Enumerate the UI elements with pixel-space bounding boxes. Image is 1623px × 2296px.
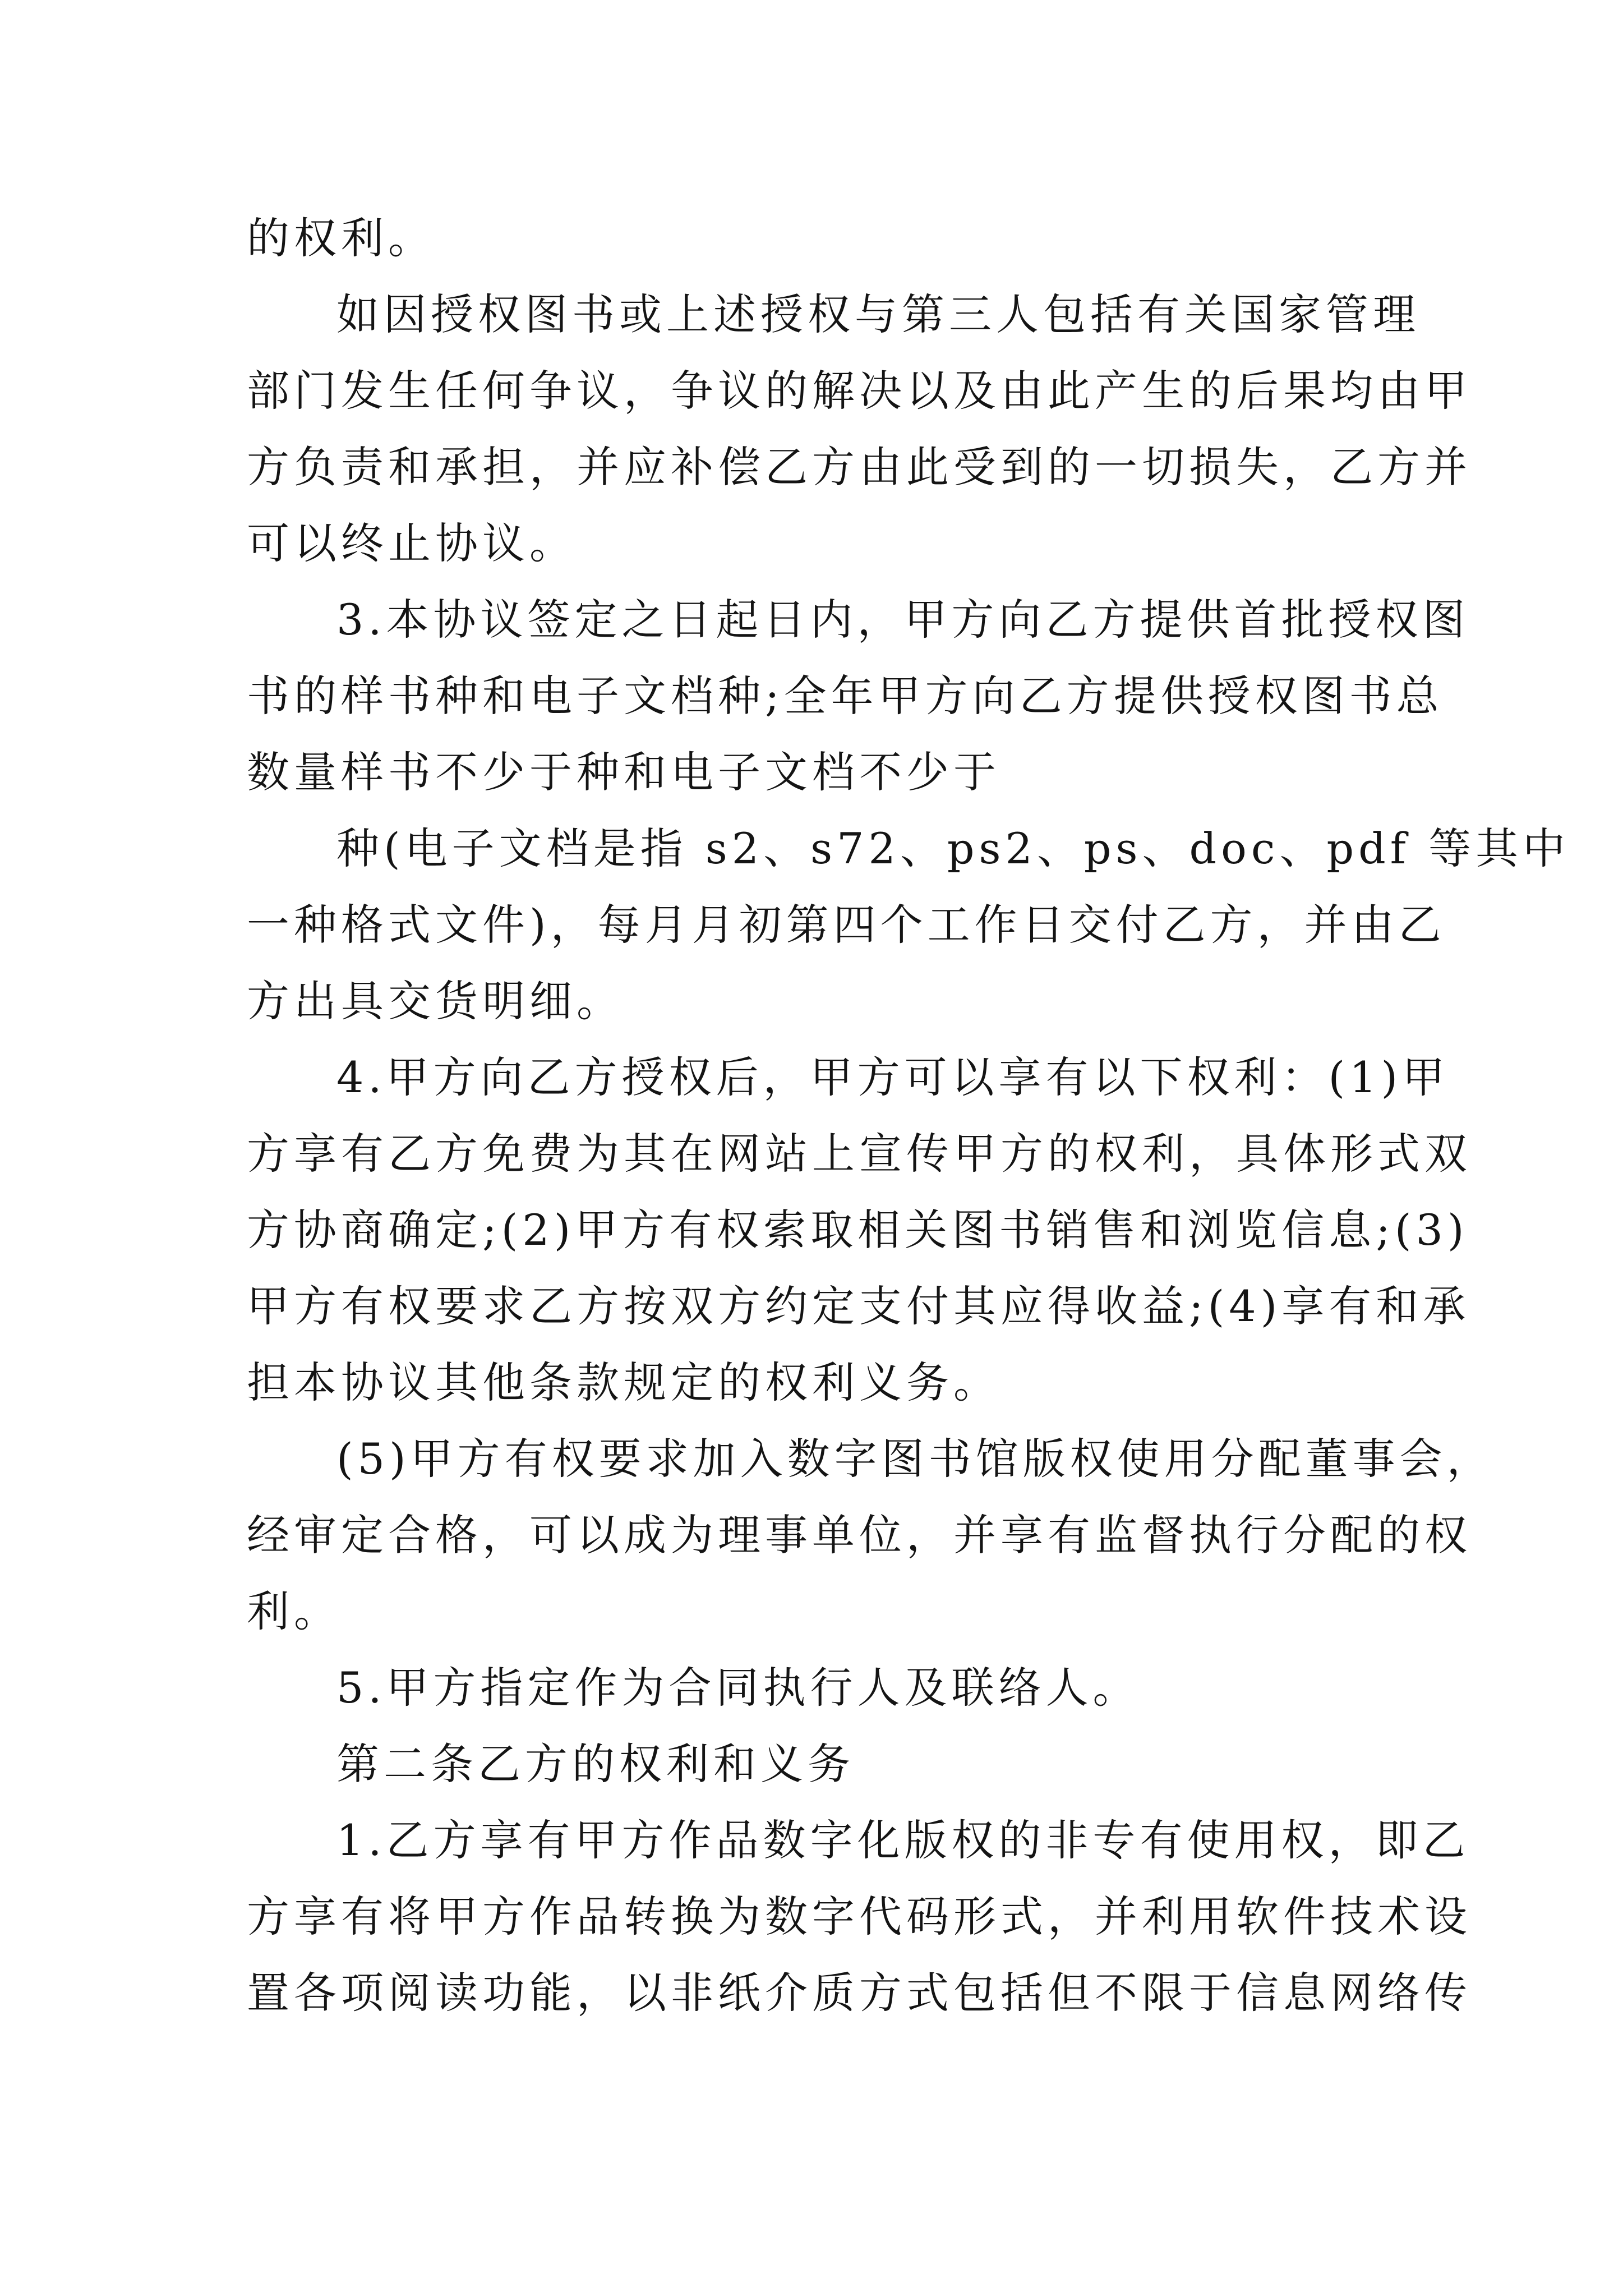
text-line-14: 方协商确定;(2)甲方有权索取相关图书销售和浏览信息;(3) xyxy=(247,1205,1469,1255)
text-line-3: 部门发生任何争议，争议的解决以及由此产生的后果均由甲 xyxy=(247,366,1472,416)
text-line-13: 方享有乙方免费为其在网站上宣传甲方的权利，具体形式双 xyxy=(247,1129,1472,1179)
text-line-8: 数量样书不少于种和电子文档不少于 xyxy=(247,747,1000,797)
text-line-24: 置各项阅读功能，以非纸介质方式包括但不限于信息网络传 xyxy=(247,1968,1472,2018)
text-line-22: 1.乙方享有甲方作品数字化版权的非专有使用权，即乙 xyxy=(336,1815,1470,1865)
text-line-23: 方享有将甲方作品转换为数字代码形式，并利用软件技术设 xyxy=(247,1892,1472,1941)
text-line-21: 第二条乙方的权利和义务 xyxy=(336,1739,855,1789)
text-line-9: 种(电子文档是指 s2、s72、ps2、ps、doc、pdf 等其中 xyxy=(336,823,1570,873)
text-line-20: 5.甲方指定作为合同执行人及联络人。 xyxy=(336,1663,1140,1713)
text-line-10: 一种格式文件)，每月月初第四个工作日交付乙方，并由乙 xyxy=(247,900,1446,950)
text-line-6: 3.本协议签定之日起日内，甲方向乙方提供首批授权图 xyxy=(336,595,1470,645)
text-line-11: 方出具交货明细。 xyxy=(247,976,624,1026)
text-line-1: 的权利。 xyxy=(247,213,435,263)
text-line-7: 书的样书种和电子文档种;全年甲方向乙方提供授权图书总 xyxy=(247,671,1444,721)
text-line-2: 如因授权图书或上述授权与第三人包括有关国家管理 xyxy=(336,289,1420,339)
text-line-12: 4.甲方向乙方授权后，甲方可以享有以下权利：(1)甲 xyxy=(336,1052,1450,1102)
text-line-18: 经审定合格，可以成为理事单位，并享有监督执行分配的权 xyxy=(247,1510,1472,1560)
text-line-15: 甲方有权要求乙方按双方约定支付其应得收益;(4)享有和承 xyxy=(247,1281,1470,1331)
text-line-17: (5)甲方有权要求加入数字图书馆版权使用分配董事会， xyxy=(336,1434,1494,1484)
text-line-4: 方负责和承担，并应补偿乙方由此受到的一切损失，乙方并 xyxy=(247,442,1472,492)
text-line-16: 担本协议其他条款规定的权利义务。 xyxy=(247,1358,1000,1407)
text-line-5: 可以终止协议。 xyxy=(247,518,577,568)
text-line-19: 利。 xyxy=(247,1586,341,1636)
